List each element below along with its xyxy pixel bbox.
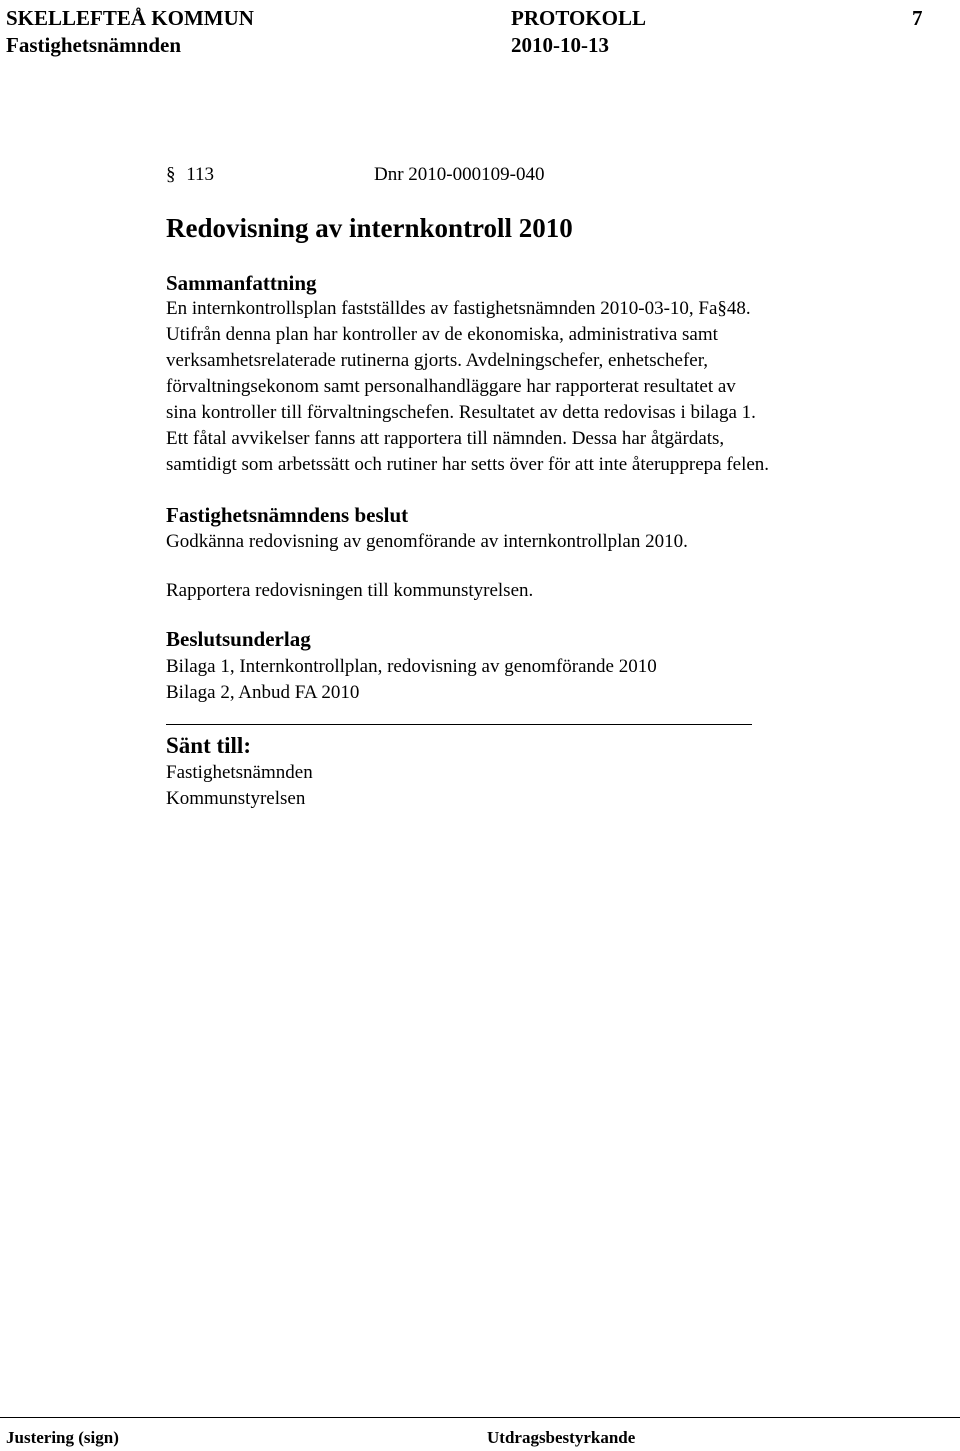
committee-name: Fastighetsnämnden: [6, 33, 182, 57]
summary-line: En internkontrollsplan fastställdes av fastighetsnämnden 2010-03-10, Fa§48.: [166, 298, 751, 319]
decision-heading: Fastighetsnämndens beslut: [166, 503, 409, 527]
recipient: Fastighetsnämnden: [166, 762, 313, 783]
summary-line: Ett fåtal avvikelser fanns att rapportera till nämnden. Dessa har åtgärdats,: [166, 428, 725, 449]
separator-line: [166, 724, 752, 725]
page-title: Redovisning av internkontroll 2010: [166, 213, 573, 243]
footer-rule: [0, 1417, 960, 1418]
summary-line: sina kontroller till förvaltningschefen. Resultatet av detta redovisas i bilaga 1.: [166, 402, 756, 423]
section-sign: §: [166, 164, 176, 185]
summary-line: förvaltningsekonom samt personalhandläggare har rapporterat resultatet av: [166, 376, 736, 397]
sent-to-heading: Sänt till:: [166, 733, 251, 758]
footer-utdragsbestyrkande: Utdragsbestyrkande: [487, 1428, 636, 1447]
decision-line: Godkänna redovisning av genomförande av internkontrollplan 2010.: [166, 531, 688, 552]
attachment-item: Bilaga 2, Anbud FA 2010: [166, 682, 360, 703]
municipality-name: SKELLEFTEÅ KOMMUN: [6, 6, 254, 30]
document-date: 2010-10-13: [511, 33, 609, 57]
decision-line: Rapportera redovisningen till kommunstyrelsen.: [166, 580, 534, 601]
attachment-item: Bilaga 1, Internkontrollplan, redovisning av genomförande 2010: [166, 656, 657, 677]
page-number: 7: [912, 6, 923, 30]
summary-line: Utifrån denna plan har kontroller av de ekonomiska, administrativa samt: [166, 324, 718, 345]
summary-line: samtidigt som arbetssätt och rutiner har setts över för att inte återupprepa felen.: [166, 454, 770, 475]
summary-line: verksamhetsrelaterade rutinerna gjorts. Avdelningschefer, enhetschefer,: [166, 350, 709, 371]
basis-heading: Beslutsunderlag: [166, 627, 311, 651]
recipient: Kommunstyrelsen: [166, 788, 306, 809]
document-type: PROTOKOLL: [511, 6, 646, 30]
item-number-row: [166, 162, 214, 188]
diary-number: Dnr 2010-000109-040: [374, 164, 545, 185]
summary-paragraph: [166, 296, 906, 478]
footer-justering: Justering (sign): [6, 1428, 119, 1447]
summary-heading: Sammanfattning: [166, 271, 317, 295]
item-number: 113: [186, 164, 215, 185]
